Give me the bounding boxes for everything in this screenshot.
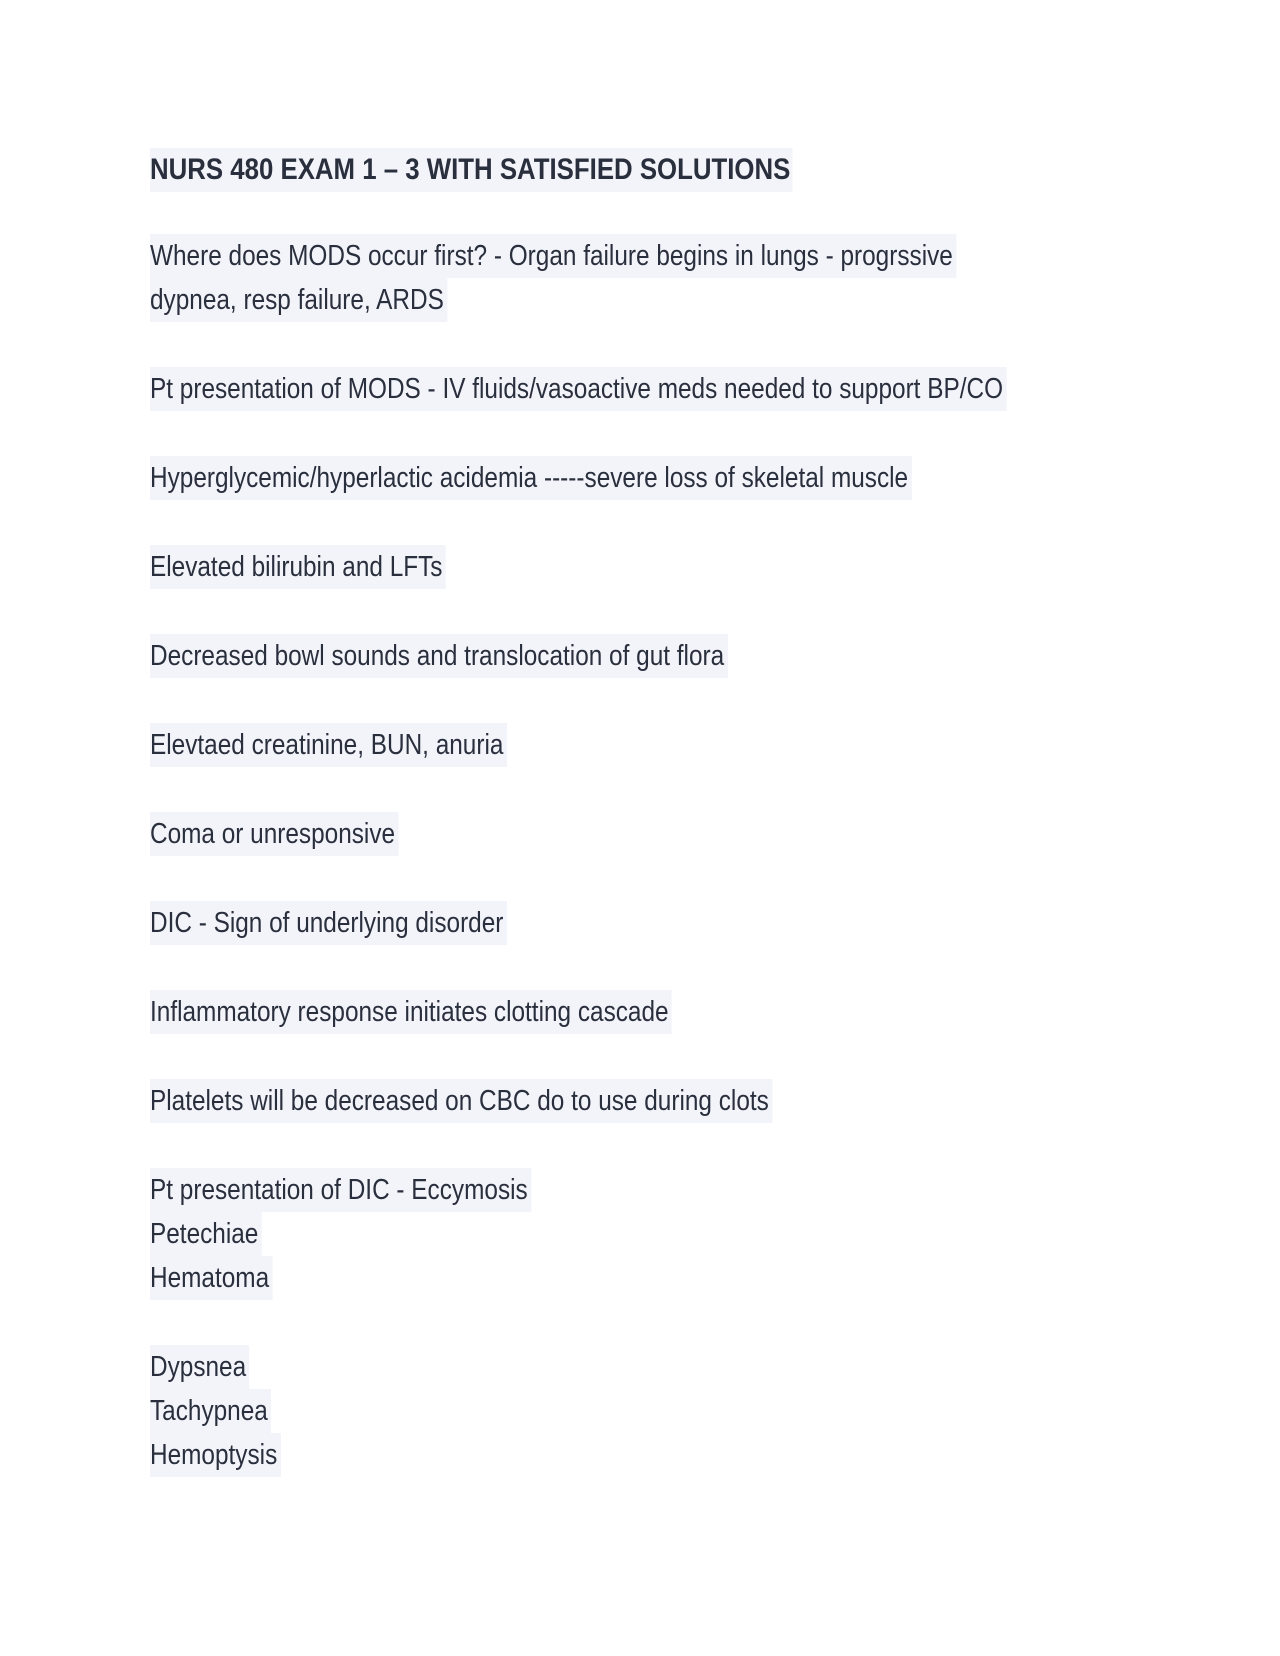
paragraph-line: Decreased bowl sounds and translocation of gut flora	[150, 634, 728, 678]
paragraph-line: Where does MODS occur first? - Organ failure begins in lungs - progrssive	[150, 234, 956, 278]
paragraph-line: Elevtaed creatinine, BUN, anuria	[150, 723, 507, 767]
paragraph-line: Hyperglycemic/hyperlactic acidemia -----severe loss of skeletal muscle	[150, 456, 911, 500]
paragraph	[150, 990, 1130, 1034]
paragraph-line-row	[150, 812, 1130, 856]
paragraph	[150, 367, 1130, 411]
paragraph	[150, 545, 1130, 589]
paragraph-line-row	[150, 278, 1130, 322]
paragraph	[150, 1079, 1130, 1123]
paragraph-line-row	[150, 234, 1130, 278]
paragraph-line: Platelets will be decreased on CBC do to use during clots	[150, 1079, 772, 1123]
paragraph	[150, 901, 1130, 945]
paragraph-line: Tachypnea	[150, 1389, 271, 1433]
paragraph-line: Inflammatory response initiates clotting cascade	[150, 990, 672, 1034]
paragraph-line-row	[150, 1345, 1130, 1389]
title-row	[150, 148, 1130, 234]
document-title: NURS 480 EXAM 1 – 3 WITH SATISFIED SOLUTIONS	[150, 148, 792, 192]
paragraph-line: Hematoma	[150, 1256, 272, 1300]
paragraph-line: Petechiae	[150, 1212, 262, 1256]
paragraph	[150, 456, 1130, 500]
paragraph-list	[150, 234, 1130, 1477]
paragraph	[150, 1345, 1130, 1477]
paragraph-line: Pt presentation of DIC - Eccymosis	[150, 1168, 531, 1212]
paragraph-line-row	[150, 1389, 1130, 1433]
paragraph-line-row	[150, 1168, 1130, 1212]
document-body	[150, 148, 1130, 1522]
paragraph-line: dypnea, resp failure, ARDS	[150, 278, 447, 322]
paragraph-line-row	[150, 456, 1130, 500]
paragraph-line-row	[150, 634, 1130, 678]
paragraph	[150, 723, 1130, 767]
paragraph	[150, 634, 1130, 678]
paragraph-line-row	[150, 545, 1130, 589]
paragraph-line: Elevated bilirubin and LFTs	[150, 545, 446, 589]
paragraph	[150, 812, 1130, 856]
paragraph-line: Coma or unresponsive	[150, 812, 398, 856]
paragraph-line-row	[150, 990, 1130, 1034]
paragraph-line: DIC - Sign of underlying disorder	[150, 901, 507, 945]
paragraph-line-row	[150, 901, 1130, 945]
paragraph-line-row	[150, 367, 1130, 411]
paragraph-line-row	[150, 723, 1130, 767]
paragraph-line: Hemoptysis	[150, 1433, 281, 1477]
paragraph-line: Dypsnea	[150, 1345, 250, 1389]
paragraph-line-row	[150, 1079, 1130, 1123]
paragraph-line-row	[150, 1256, 1130, 1300]
paragraph-line-row	[150, 1212, 1130, 1256]
paragraph-line: Pt presentation of MODS - IV fluids/vasoactive meds needed to support BP/CO	[150, 367, 1006, 411]
paragraph-line-row	[150, 1433, 1130, 1477]
paragraph	[150, 1168, 1130, 1300]
paragraph	[150, 234, 1130, 322]
